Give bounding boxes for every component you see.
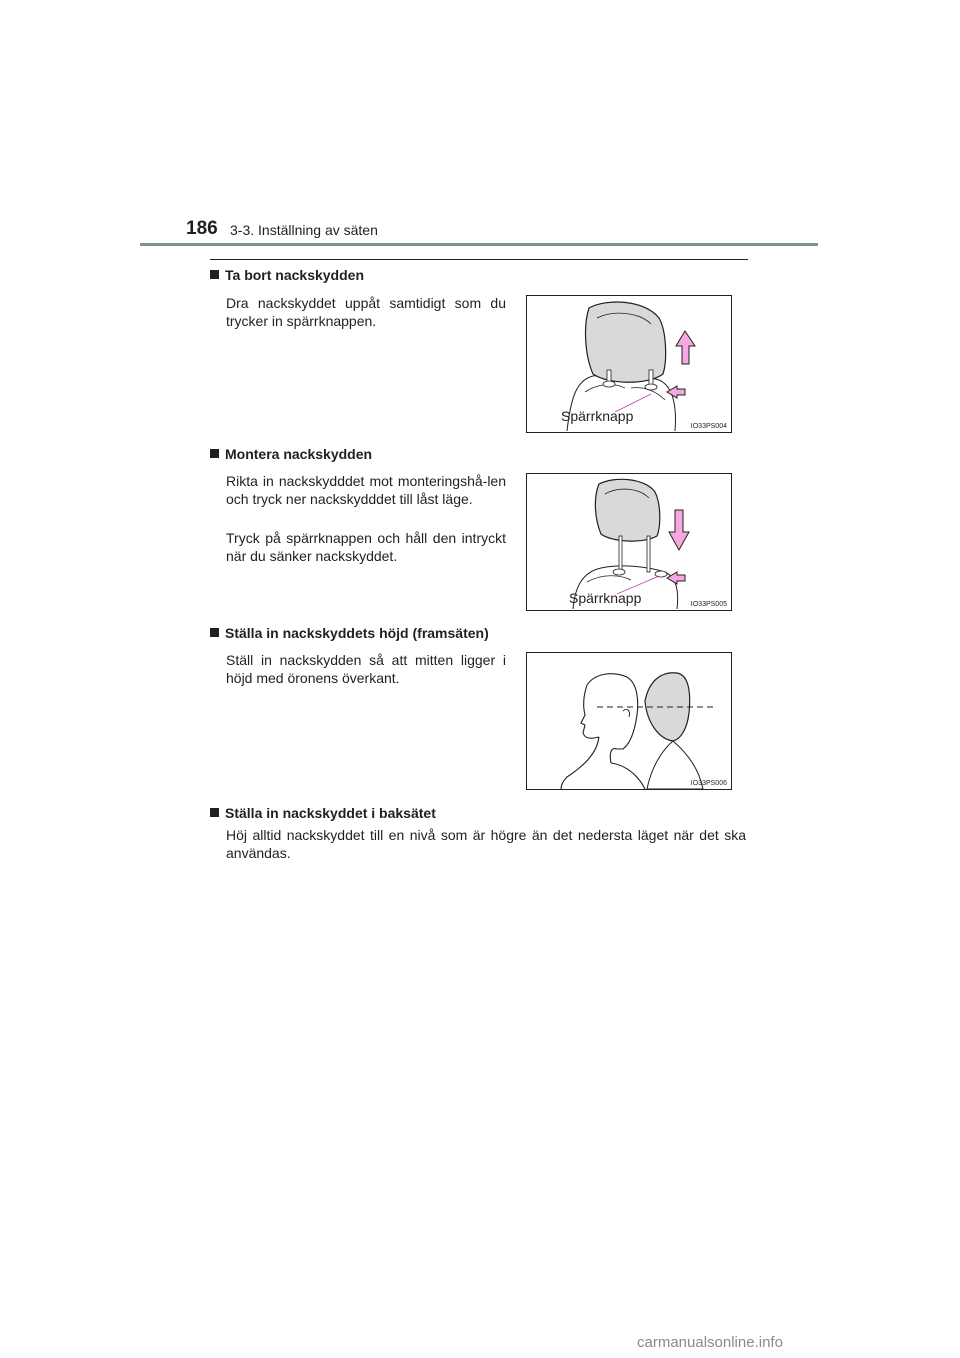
section-heading-rear-seat [210, 805, 436, 821]
head-position-illustration [527, 653, 731, 789]
figure-code: IO33PS006 [690, 780, 727, 787]
paragraph: Höj alltid nackskyddet till en nivå som är högre än det nedersta läget när det ska användas. [226, 827, 746, 861]
figure-label: Spärrknapp [569, 590, 642, 606]
figure-label: Spärrknapp [561, 408, 634, 424]
section-heading-remove-headrest [210, 267, 364, 283]
paragraph: Dra nackskyddet uppåt samtidigt som du trycker in spärrknappen. [226, 295, 506, 329]
bullet-square-icon [210, 270, 219, 279]
paragraph: Tryck på spärrknappen och håll den intryckt när du sänker nackskyddet. [226, 530, 506, 564]
footer-watermark: carmanualsonline.info [637, 1334, 783, 1351]
heading-text: Montera nackskydden [225, 446, 373, 462]
figure-adjust-height [526, 652, 732, 790]
paragraph: Rikta in nackskydddet mot monteringshå-len och tryck ner nackskydddet till låst läge. [226, 473, 506, 507]
figure-install-headrest [526, 473, 732, 611]
bullet-square-icon [210, 808, 219, 817]
header-rule [140, 243, 818, 246]
heading-text: Ställa in nackskyddets höjd (framsäten) [225, 625, 489, 641]
heading-text: Ta bort nackskydden [225, 267, 365, 283]
paragraph: Ställ in nackskydden så att mitten ligger i höjd med öronens överkant. [226, 652, 506, 686]
section-divider [210, 259, 748, 260]
figure-code: IO33PS004 [690, 423, 727, 430]
page-number: 186 [186, 218, 218, 239]
figure-code: IO33PS005 [690, 601, 727, 608]
figure-remove-headrest [526, 295, 732, 433]
heading-text: Ställa in nackskyddet i baksätet [225, 805, 436, 821]
bullet-square-icon [210, 628, 219, 637]
section-heading-install-headrest [210, 446, 372, 462]
bullet-square-icon [210, 449, 219, 458]
section-heading-adjust-height [210, 625, 489, 641]
chapter-title: 3-3. Inställning av säten [230, 222, 378, 238]
